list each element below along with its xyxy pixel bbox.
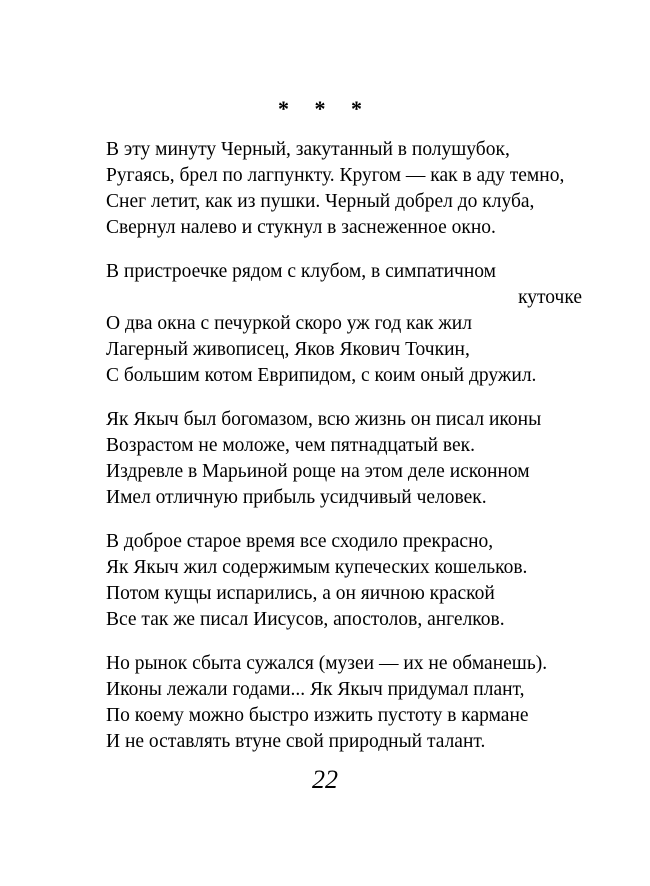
poem-line: С большим котом Еврипидом, с коим оный дружил. (106, 365, 537, 386)
poem-line: Як Якыч жил содержимым купеческих кошельков. (106, 557, 528, 578)
stanza-4 (106, 529, 582, 633)
poem-line: Издревле в Марьиной роще на этом деле исконном (106, 461, 530, 482)
poem-line: Свернул налево и стукнул в заснеженное окно. (106, 217, 496, 238)
poem-line-continuation: куточке (518, 287, 582, 308)
stanza-3 (106, 407, 582, 511)
poem-line: И не оставлять втуне свой природный талант. (106, 731, 486, 752)
poem-line: Возрастом не моложе, чем пятнадцатый век. (106, 435, 476, 456)
stanza-1 (106, 137, 582, 241)
poem-line: Лагерный живописец, Яков Якович Точкин, (106, 339, 470, 360)
poem-line: О два окна с печуркой скоро уж год как жил (106, 313, 472, 334)
poem-line: Имел отличную прибыль усидчивый человек. (106, 487, 487, 508)
poem-line: Ругаясь, брел по лагпункту. Кругом — как в аду темно, (106, 165, 565, 186)
poem-text (106, 137, 582, 773)
poem-line: Иконы лежали годами... Як Якыч придумал плант, (106, 679, 525, 700)
poem-line: Потом кущы испарились, а он яичною краской (106, 583, 495, 604)
page-number: 22 (312, 765, 338, 794)
stanza-5 (106, 651, 582, 755)
poem-line: Як Якыч был богомазом, всю жизнь он писал иконы (106, 409, 542, 430)
section-separator: * * * (278, 96, 372, 121)
stanza-2 (106, 259, 582, 389)
poem-line: Но рынок сбыта сужался (музеи — их не обманешь). (106, 653, 548, 674)
poem-line: По коему можно быстро изжить пустоту в кармане (106, 705, 529, 726)
poem-line: Все так же писал Иисусов, апостолов, ангелков. (106, 609, 505, 630)
poem-line: Снег летит, как из пушки. Черный добрел до клуба, (106, 191, 535, 212)
poem-line: В эту минуту Черный, закутанный в полушубок, (106, 139, 510, 160)
poem-line: В доброе старое время все сходило прекрасно, (106, 531, 494, 552)
poem-line: В пристроечке рядом с клубом, в симпатичном (106, 261, 497, 282)
